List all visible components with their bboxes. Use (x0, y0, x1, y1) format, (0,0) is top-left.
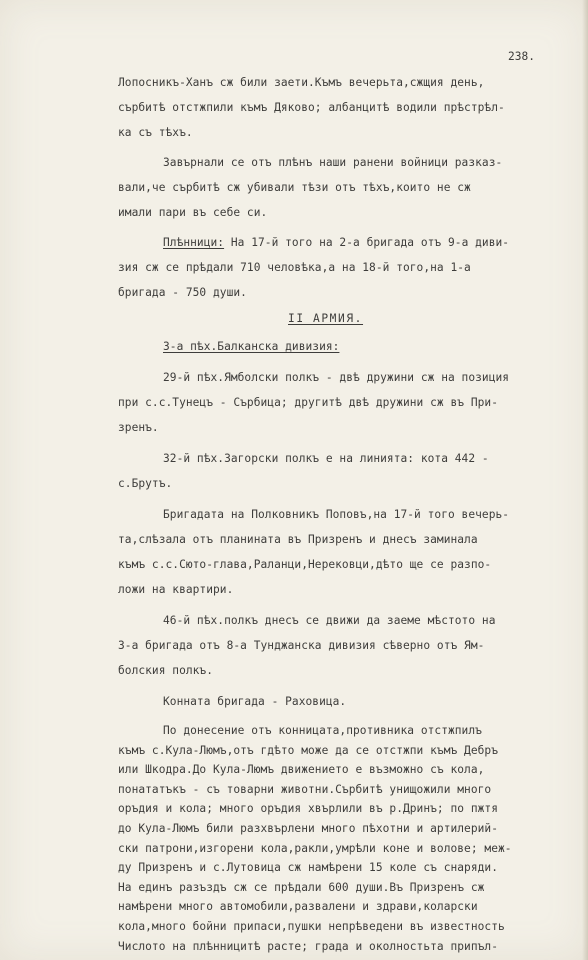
text-line: къмъ с.с.Сюто-глава,Раланци,Нерековци,дѣто ще се разпо- (118, 558, 492, 571)
text-line: 3-а бригада отъ 8-а Тунджанска дивизия сѣверно отъ Ям- (118, 639, 485, 652)
text-line: 46-й пѣх.полкъ днесъ се движи да заеме мѣстото на (163, 614, 496, 627)
text-line: къмъ с.Кула-Люмъ,отъ гдѣто може да се отстжпи къмъ Дебръ (118, 743, 498, 757)
text-line: ложи на квартири. (118, 583, 234, 596)
text-line: сърбитѣ отстжпили къмъ Дяково; албанцитѣ водили прѣстрѣл- (118, 101, 505, 114)
text-line: Завърнали се отъ плѣнъ наши ранени войници разказ- (163, 156, 503, 169)
text-line: вали,че сърбитѣ сж убивали тѣзи отъ тѣхъ,които не сж (118, 181, 471, 194)
text-fragment: На 17-й того на 2-а бригада отъ 9-а диви- (224, 236, 510, 249)
page-edge-shadow (582, 0, 588, 960)
text-line: Числото на плѣнницитѣ расте; града и околностьта припъл- (118, 939, 498, 953)
text-line: понататъкъ - съ товарни животни.Сърбитѣ унищожили много (118, 782, 492, 796)
prisoners-line (163, 236, 509, 249)
text-line: ду Призренъ и с.Лутовица сж намѣрени 15 коле съ снаряди. (118, 861, 498, 875)
text-line: 32-й пѣх.Загорски полкъ е на линията: кота 442 - (163, 452, 489, 465)
page-number: 238. (508, 50, 535, 63)
text-line: зренъ. (118, 421, 159, 434)
text-line: кола,много бойни припаси,пушки непрѣведени въ известность (118, 920, 505, 933)
text-line: болския полкъ. (118, 664, 213, 677)
text-line: По донесение отъ конницата,противника отстжпилъ (163, 724, 482, 737)
division-heading: 3-а пѣх.Балканска дивизия: (163, 340, 340, 353)
text-line: На единъ разъздъ сж се прѣдали 600 души.Въ Призренъ сж (118, 880, 485, 894)
text-line: Лопосникъ-Ханъ сж били заети.Къмъ вечерьта,сжщия день, (118, 76, 485, 89)
text-line: Бригадата на Полковникъ Поповъ,на 17-й того вечерь- (163, 508, 510, 521)
text-line: зия сж се прѣдали 710 человѣка,а на 18-й того,на 1-а (118, 261, 471, 274)
text-line: намѣрени много автомобили,развалени и здрави,коларски (118, 900, 478, 914)
text-line: оръдия и кола; много оръдия хвърлили въ р.Дринъ; по пжтя (118, 802, 498, 816)
section-heading: II АРМИЯ. (288, 312, 364, 325)
text-line: бригада - 750 души. (118, 286, 247, 299)
text-line: или Шкодра.До Кула-Люмъ движението е възможно съ кола, (118, 763, 485, 777)
text-line: имали пари въ себе си. (118, 206, 268, 219)
text-line: до Кула-Люмъ били разхвърлени много пѣхотни и артилерий- (118, 822, 498, 835)
prisoners-label: Плѣнници: (163, 236, 225, 249)
text-line: при с.с.Тунецъ - Сърбица; другитѣ двѣ дружини сж въ При- (118, 396, 498, 409)
text-line: ка съ тѣхъ. (118, 126, 193, 139)
text-line: та,слѣзала отъ планината въ Призренъ и днесъ заминала (118, 533, 478, 546)
text-line: 29-й пѣх.Ямболски полкъ - двѣ дружини сж на позиция (163, 371, 510, 384)
text-line: с.Брутъ. (118, 477, 173, 490)
text-line: ски патрони,изгорени кола,ракли,умрѣли коне и волове; меж- (118, 841, 512, 855)
text-line: Конната бригада - Раховица. (163, 695, 347, 708)
